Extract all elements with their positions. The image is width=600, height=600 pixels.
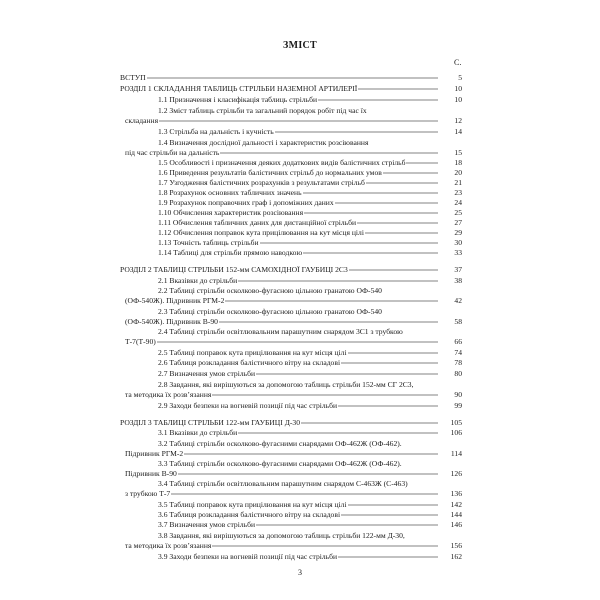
- toc-row: [0, 286, 600, 296]
- toc-page-number: 27: [454, 218, 462, 227]
- dot-leader: [184, 451, 438, 457]
- toc-entry: [125, 337, 440, 347]
- toc-entry-text: 1.7 Узгодження балістичних розрахунків з результатами стрільб: [158, 178, 365, 187]
- dot-leader: [341, 360, 438, 366]
- dot-leader: [238, 278, 438, 284]
- toc-row: [0, 479, 600, 489]
- toc-row: [0, 337, 600, 347]
- toc-section-row: [0, 84, 600, 94]
- toc-entry: [158, 106, 466, 116]
- dot-leader: [219, 319, 438, 325]
- dot-leader: [256, 522, 438, 528]
- toc-entry: [125, 148, 440, 158]
- toc-entry-text: 3.2 Таблиці стрільби осколково-фугасними снарядами ОФ-462Ж (ОФ-462).: [158, 439, 402, 448]
- dot-leader: [335, 200, 438, 206]
- dot-leader: [171, 491, 438, 497]
- toc-entry-text: 1.5 Особливості і призначення деяких додаткових видів балістичних стрільб: [158, 158, 406, 167]
- toc-entry: [158, 552, 440, 562]
- toc-entry: [158, 348, 440, 358]
- dot-leader: [147, 75, 438, 81]
- toc-page-number: 21: [454, 178, 462, 187]
- toc-row: [0, 158, 600, 168]
- toc-entry: [125, 390, 440, 400]
- dot-leader: [357, 220, 438, 226]
- toc-section-row: [0, 418, 600, 428]
- toc-entry-text: 2.2 Таблиці стрільби осколково-фугасною цільною гранатою ОФ-540: [158, 286, 382, 295]
- toc-page-number: 12: [454, 116, 462, 125]
- toc-entry-text: 3.3 Таблиці стрільби осколково-фугасними снарядами ОФ-462Ж (ОФ-462).: [158, 459, 402, 468]
- toc-entry: [158, 459, 466, 469]
- toc-entry-text: 3.8 Завдання, які вирішуються за допомогою таблиць стрільби 122-мм Д-30,: [158, 531, 405, 540]
- toc-entry: [158, 178, 440, 188]
- toc-entry: [158, 510, 440, 520]
- toc-row: [0, 500, 600, 510]
- toc-row: [0, 138, 600, 148]
- toc-page-number: 29: [454, 228, 462, 237]
- toc-entry-text: 1.11 Обчислення табличних даних для дистанційної стрільби: [158, 218, 357, 227]
- dot-leader: [338, 403, 438, 409]
- toc-page-number: 74: [454, 348, 462, 357]
- document-title: ЗМІСТ: [283, 40, 317, 51]
- toc-entry: [158, 276, 440, 286]
- toc-row: [0, 178, 600, 188]
- toc-entry-text: 2.3 Таблиці стрільби осколково-фугасною цільною гранатою ОФ-540: [158, 307, 382, 316]
- toc-row: [0, 188, 600, 198]
- toc-page-number: 162: [450, 552, 462, 561]
- toc-row: [0, 218, 600, 228]
- dot-leader: [349, 267, 438, 273]
- dot-leader: [303, 190, 438, 196]
- toc-entry: [158, 138, 466, 148]
- toc-entry: [158, 127, 440, 137]
- toc-row: [0, 148, 600, 158]
- toc-row: [0, 276, 600, 286]
- dot-leader: [260, 240, 438, 246]
- toc-page-number: 10: [454, 95, 462, 104]
- toc-row: [0, 317, 600, 327]
- toc-entry: [125, 489, 440, 499]
- toc-entry: [158, 95, 440, 105]
- toc-entry-text: Підривник В-90: [125, 469, 177, 478]
- toc-row: [0, 127, 600, 137]
- dot-leader: [406, 160, 438, 166]
- toc-page-number: 5: [458, 73, 462, 82]
- toc-page-number: 10: [454, 84, 462, 93]
- toc-entry: [125, 116, 440, 126]
- toc-row: [0, 449, 600, 459]
- toc-row: [0, 401, 600, 411]
- toc-entry: [125, 449, 440, 459]
- toc-entry-text: 3.6 Таблиця розкладання балістичного вітру на складові: [158, 510, 341, 519]
- toc-page-number: 114: [450, 449, 462, 458]
- toc-page-number: 80: [454, 369, 462, 378]
- toc-entry-text: 2.7 Визначення умов стрільби: [158, 369, 256, 378]
- toc-row: [0, 228, 600, 238]
- dot-leader: [220, 150, 438, 156]
- toc-entry: [158, 208, 440, 218]
- dot-leader: [303, 250, 438, 256]
- toc-entry: [158, 307, 466, 317]
- toc-page-number: 38: [454, 276, 462, 285]
- toc-row: [0, 95, 600, 105]
- toc-page-number: 156: [450, 541, 462, 550]
- toc-entry-text: 1.12 Обчислення поправок кута прицілювання на кут місця цілі: [158, 228, 364, 237]
- dot-leader: [338, 554, 438, 560]
- toc-page-number: 20: [454, 168, 462, 177]
- toc-page-number: 144: [450, 510, 462, 519]
- toc-row: [0, 198, 600, 208]
- toc-row: [0, 541, 600, 551]
- toc-entry: [158, 188, 440, 198]
- toc-page-number: 24: [454, 198, 462, 207]
- dot-leader: [304, 210, 438, 216]
- toc-page-number: 14: [454, 127, 462, 136]
- toc-entry-text: 2.4 Таблиці стрільби освітлювальним парашутним снарядом 3С1 з трубкою: [158, 327, 403, 336]
- toc-entry-text: 2.1 Вказівки до стрільби: [158, 276, 238, 285]
- toc-entry-text: (ОФ-540Ж). Підривник РГМ-2: [125, 296, 225, 305]
- toc-entry-text: 1.2 Зміст таблиць стрільби та загальний порядок робіт під час їх: [158, 106, 367, 115]
- page-number: 3: [298, 568, 302, 577]
- toc-entry-text: РОЗДІЛ 1 СКЛАДАННЯ ТАБЛИЦЬ СТРІЛЬБИ НАЗЕМНОЇ АРТИЛЕРІЇ: [120, 84, 358, 93]
- dot-leader: [366, 180, 438, 186]
- toc-entry-text: 1.3 Стрільба на дальність і кучність: [158, 127, 274, 136]
- toc-page-number: 106: [450, 428, 462, 437]
- toc-row: [0, 348, 600, 358]
- toc-row: [0, 307, 600, 317]
- toc-entry: [158, 500, 440, 510]
- toc-entry-text: Т-7(Т-90): [125, 337, 156, 346]
- dot-leader: [238, 430, 438, 436]
- toc-entry-text: (ОФ-540Ж). Підривник В-90: [125, 317, 218, 326]
- toc-row: [0, 369, 600, 379]
- toc-entry-text: 1.6 Приведення результатів балістичних стрільб до нормальних умов: [158, 168, 382, 177]
- toc-entry-text: та методика їх розв’язання: [125, 541, 212, 550]
- toc-entry-text: складання: [125, 116, 159, 125]
- dot-leader: [318, 97, 438, 103]
- toc-entry-text: ВСТУП: [120, 73, 146, 82]
- toc-page-number: 30: [454, 238, 462, 247]
- toc-entry: [158, 327, 466, 337]
- toc-entry: [158, 248, 440, 258]
- toc-entry: [158, 531, 466, 541]
- toc-entry: [125, 541, 440, 551]
- toc-page-number: 33: [454, 248, 462, 257]
- toc-entry: [158, 479, 466, 489]
- toc-entry: [120, 73, 440, 83]
- dot-leader: [341, 512, 438, 518]
- toc-row: [0, 327, 600, 337]
- toc-row: [0, 116, 600, 126]
- toc-entry-text: 3.4 Таблиці стрільби освітлювальним парашутним снарядом С-463Ж (С-463): [158, 479, 408, 488]
- toc-page-number: 105: [450, 418, 462, 427]
- toc-entry-text: 1.13 Точність таблиць стрільби: [158, 238, 259, 247]
- dot-leader: [301, 420, 438, 426]
- toc-page-number: 99: [454, 401, 462, 410]
- toc-entry: [120, 265, 440, 275]
- toc-row: [0, 489, 600, 499]
- toc-section-row: [0, 265, 600, 275]
- toc-page-number: 126: [450, 469, 462, 478]
- dot-leader: [178, 471, 438, 477]
- toc-row: [0, 296, 600, 306]
- toc-entry-text: 1.1 Призначення і класифікація таблиць стрільби: [158, 95, 318, 104]
- toc-page-number: 78: [454, 358, 462, 367]
- toc-page-number: 136: [450, 489, 462, 498]
- dot-leader: [225, 298, 438, 304]
- toc-page-number: 18: [454, 158, 462, 167]
- toc-entry: [158, 168, 440, 178]
- dot-leader: [348, 502, 438, 508]
- toc-page-number: 42: [454, 296, 462, 305]
- toc-entry: [158, 520, 440, 530]
- toc-entry-text: 3.1 Вказівки до стрільби: [158, 428, 238, 437]
- toc-entry: [158, 218, 440, 228]
- toc-entry: [120, 418, 440, 428]
- dot-leader: [365, 230, 438, 236]
- toc-entry-text: 3.5 Таблиці поправок кута прицілювання на кут місця цілі: [158, 500, 347, 509]
- toc-row: [0, 248, 600, 258]
- toc-row: [0, 168, 600, 178]
- toc-entry-text: 1.8 Розрахунок основних табличних значень: [158, 188, 302, 197]
- toc-entry-text: та методика їх розв’язання: [125, 390, 212, 399]
- toc-entry-text: з трубкою Т-7: [125, 489, 171, 498]
- toc-entry: [158, 228, 440, 238]
- toc-row: [0, 106, 600, 116]
- toc-entry-text: 2.5 Таблиці поправок кута прицілювання на кут місця цілі: [158, 348, 347, 357]
- toc-row: [0, 208, 600, 218]
- toc-page-number: 15: [454, 148, 462, 157]
- toc-row: [0, 358, 600, 368]
- toc-entry: [158, 286, 466, 296]
- toc-row: [0, 552, 600, 562]
- dot-leader: [358, 86, 438, 92]
- toc-entry: [125, 317, 440, 327]
- toc-entry: [120, 84, 440, 94]
- toc-row: [0, 238, 600, 248]
- dot-leader: [275, 129, 438, 135]
- toc-page-number: 66: [454, 337, 462, 346]
- toc-entry: [158, 401, 440, 411]
- toc-entry-text: 1.9 Розрахунок поправочних граф і допоміжних даних: [158, 198, 334, 207]
- toc-entry-text: 1.14 Таблиці для стрільби прямою наводкою: [158, 248, 303, 257]
- toc-entry-text: 2.6 Таблиця розкладання балістичного вітру на складові: [158, 358, 341, 367]
- toc-row: [0, 390, 600, 400]
- dot-leader: [348, 350, 438, 356]
- toc-entry-text: 1.10 Обчислення характеристик розсіювання: [158, 208, 304, 217]
- page-column-label: С.: [454, 58, 462, 67]
- toc-entry: [158, 369, 440, 379]
- toc-entry-text: 3.9 Заходи безпеки на вогневій позиції під час стрільби: [158, 552, 338, 561]
- toc-entry: [158, 238, 440, 248]
- toc-entry-text: під час стрільби на дальність: [125, 148, 220, 157]
- toc-row: [0, 380, 600, 390]
- toc-page-number: 142: [450, 500, 462, 509]
- toc-page-number: 37: [454, 265, 462, 274]
- toc-entry-text: РОЗДІЛ 3 ТАБЛИЦІ СТРІЛЬБИ 122-мм ГАУБИЦІ Д-30: [120, 418, 301, 427]
- dot-leader: [383, 170, 438, 176]
- toc-entry: [125, 469, 440, 479]
- dot-leader: [159, 118, 438, 124]
- dot-leader: [212, 543, 438, 549]
- toc-entry-text: РОЗДІЛ 2 ТАБЛИЦІ СТРІЛЬБИ 152-мм САМОХІДНОЇ ГАУБИЦІ 2С3: [120, 265, 348, 274]
- toc-page-number: 146: [450, 520, 462, 529]
- toc-entry: [158, 198, 440, 208]
- toc-page-number: 58: [454, 317, 462, 326]
- toc-entry: [158, 158, 440, 168]
- toc-row: [0, 531, 600, 541]
- toc-entry: [158, 380, 466, 390]
- dot-leader: [256, 371, 438, 377]
- toc-row: [0, 469, 600, 479]
- toc-row: [0, 510, 600, 520]
- dot-leader: [157, 339, 438, 345]
- toc-entry-text: 2.8 Завдання, які вирішуються за допомогою таблиць стрільби 152-мм СГ 2С3,: [158, 380, 414, 389]
- toc-entry-text: 1.4 Визначення дослідної дальності і характеристик розсіювання: [158, 138, 369, 147]
- toc-entry: [158, 428, 440, 438]
- toc-entry-text: 3.7 Визначення умов стрільби: [158, 520, 256, 529]
- toc-row: [0, 428, 600, 438]
- toc-entry-text: 2.9 Заходи безпеки на вогневій позиції під час стрільби: [158, 401, 338, 410]
- toc-page-number: 25: [454, 208, 462, 217]
- toc-page-number: 23: [454, 188, 462, 197]
- toc-row: [0, 459, 600, 469]
- toc-row: [0, 73, 600, 83]
- toc-entry: [158, 358, 440, 368]
- toc-entry: [158, 439, 466, 449]
- toc-page-number: 90: [454, 390, 462, 399]
- toc-row: [0, 520, 600, 530]
- toc-entry-text: Підривник РГМ-2: [125, 449, 184, 458]
- toc-row: [0, 439, 600, 449]
- dot-leader: [212, 392, 438, 398]
- toc-entry: [125, 296, 440, 306]
